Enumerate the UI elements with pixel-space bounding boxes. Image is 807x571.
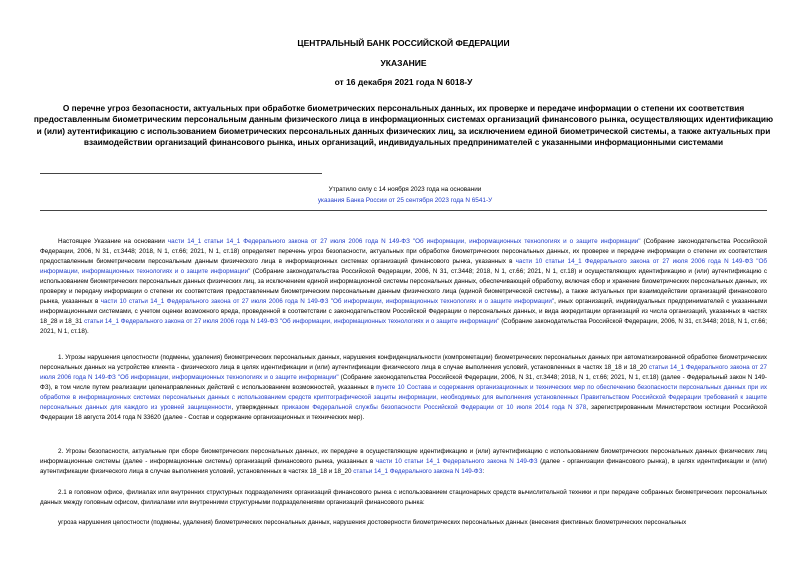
paragraph-intro — [40, 237, 767, 337]
paragraph-text: (Собрание законодательства Российской Федерации, 2006, N 31, ст.3448; 2018, N 1, ст.66; 2021, N 1, ст.18) (далее - Федеральный закон N 149-ФЗ), в том числе путем реализации целенаправленных действий с использованием возможностей, указанных в — [40, 374, 767, 391]
paragraph-text: (Собрание законодательства Российской Федерации, 2006, N 31, ст.3448; 2018, N 1, ст.66; 2021, N 1, ст.18) и осуществляющих идентификацию и (или) аутентификацию с использованием биометрических персональных данных физических лиц, за исключением единой информационной системы персональных данных, обеспечивающей обработку, включая сбор и хранение биометрических персональных данных, их проверку и передачу информации о степени их соответствия предоставленным биометрическим персональным данным физического лица (единой биометрической системы), а также актуальных при взаимодействии организаций финансового рынка, указанных в — [40, 268, 767, 305]
status-note-text: Утратило силу с 14 ноября 2023 года на основании — [328, 186, 482, 193]
paragraph-text: угроза нарушения целостности (подмены, удаления) биометрических персональных данных, нарушения достоверности биометрических персональных данных (внесения фиктивных биометрических персональных — [58, 519, 687, 526]
law-reference-link[interactable]: части 10 статьи 14_1 Федерального закона от 27 июля 2006 года N 149-ФЗ "Об информации, информационных технологиях и о защите информации" — [100, 298, 555, 305]
law-reference-link[interactable]: статьи 14_1 Федерального закона от 27 июля 2006 года N 149-ФЗ "Об информации, информационных технологиях и о защите информации" — [40, 364, 767, 381]
paragraph-text: : — [482, 468, 485, 475]
status-note — [240, 184, 570, 206]
law-reference-link[interactable]: части 10 статьи 14_1 Федерального закона от 27 июля 2006 года N 149-ФЗ "Об информации, информационных технологиях и о защите информации" — [40, 258, 767, 275]
document-date: от 16 декабря 2021 года N 6018-У — [334, 77, 473, 87]
law-reference-link[interactable]: статьи 14_1 Федерального закона от 27 июля 2006 года N 149-ФЗ "Об информации, информационных технологиях и о защите информации" — [84, 318, 500, 325]
law-reference-link[interactable]: части 10 статьи 14_1 Федерального закона N 149-ФЗ — [375, 458, 538, 465]
paragraph-text: 2. Угрозы безопасности, актуальные при сборе биометрических персональных данных, их передаче в осуществляющие идентификацию и (или) аутентификацию с использованием биометрических персональных данных физических лиц информационные системы (далее - информационные системы) организаций финансового рынка, указанных в — [40, 448, 767, 465]
paragraph-2-1 — [40, 488, 767, 508]
law-reference-link[interactable]: части 14_1 статьи 14_1 Федерального закона от 27 июля 2006 года N 149-ФЗ "Об информации, информационных технологиях и о защите информации" — [167, 238, 641, 245]
paragraph-1 — [40, 353, 767, 423]
issuer-heading: ЦЕНТРАЛЬНЫЙ БАНК РОССИЙСКОЙ ФЕДЕРАЦИИ — [297, 38, 510, 48]
law-reference-link[interactable]: приказом Федеральной службы безопасности Российской Федерации от 10 июля 2014 года N 378 — [281, 404, 587, 411]
law-reference-link[interactable]: пункте 10 Состава и содержания организационных и технических мер по обеспечению безопасности персональных данных при их обработке в информационных системах персональных данных с использованием средств криптографической защиты информации, необходимых для выполнения установленных Правительством Российской Федерации требований к защите персональных данных для каждого из уровней защищенности — [40, 384, 767, 411]
document-title: О перечне угроз безопасности, актуальных при обработке биометрических персональных данных, их проверке и передаче информации о степени их соответствия предоставленным биометрическим персональным данным физического лица в информационных системах организаций финансового рынка, осуществляющих идентификацию и (или) аутентификацию с использованием биометрических персональных данных физических лиц, за исключением единой биометрической системы, а также актуальных при взаимодействии организаций финансового рынка, иных организаций, индивидуальных предпринимателей с указанными информационными системами — [33, 103, 774, 148]
paragraph-text: , зарегистрированным Министерством юстиции Российской Федерации 18 августа 2014 года N 33620 (далее - Состав и содержание организационных и технических мер). — [40, 404, 768, 421]
paragraph-2 — [40, 447, 767, 477]
paragraph-text: , утвержденных — [231, 404, 282, 411]
paragraph-text: (Собрание законодательства Российской Федерации, 2006, N 31, ст.3448; 2018, N 1, ст.66; 2021, N 1, ст.18) определяет перечень угроз безопасности, актуальных при обработке биометрических персональных данных, их проверке и передаче информации о степени их соответствия предоставленным биометрическим персональным данным физического лица в информационных системах организаций финансового рынка, указанных в — [40, 238, 767, 265]
paragraph-text: 2.1 в головном офисе, филиалах или внутренних структурных подразделениях организаций финансового рынка с использованием стационарных средств вычислительной техники и при передаче собранных биометрических персональных данных между головным офисом, филиалами или внутренними структурными подразделениями организаций финансового рынка: — [40, 489, 767, 506]
paragraph-text: (Собрание законодательства Российской Федерации, 2006, N 31, ст.3448; 2018, N 1, ст.66; 2021, N 1, ст.18). — [40, 318, 767, 335]
bottom-divider — [40, 210, 767, 211]
paragraph-text: , иных организаций, индивидуальных предпринимателей с указанными информационными системами, с учетом оценки возможного вреда, проведенной в соответствии с законодательством Российской Федерации о персональных данных, и вида аккредитации организаций из числа организаций, указанных в частях 18_28 и 18_31 — [40, 298, 767, 325]
law-reference-link[interactable]: статьи 14_1 Федерального закона N 149-ФЗ — [353, 468, 483, 475]
paragraph-text: 1. Угрозы нарушения целостности (подмены, удаления) биометрических персональных данных, нарушения конфиденциальности (компрометации) биометрических персональных данных при автоматизированной обработке биометрических персональных данных на устройстве клиента - физического лица в целях идентификации и (или) аутентификации физического лица в случае выполнения условий, установленных в частях 18_18 и 18_20 — [40, 354, 767, 371]
paragraph-threat-1 — [40, 518, 767, 528]
top-divider — [40, 173, 322, 174]
document-type: УКАЗАНИЕ — [380, 58, 427, 68]
paragraph-text: (далее - организации финансового рынка), в целях идентификации и (или) аутентификации физического лица в случае выполнения условий, установленных в частях 18_18 и 18_20 — [40, 458, 767, 475]
paragraph-text: Настоящее Указание на основании — [58, 238, 168, 245]
repeal-link[interactable]: указания Банка России от 25 сентября 2023 года N 6541-У — [317, 197, 493, 204]
